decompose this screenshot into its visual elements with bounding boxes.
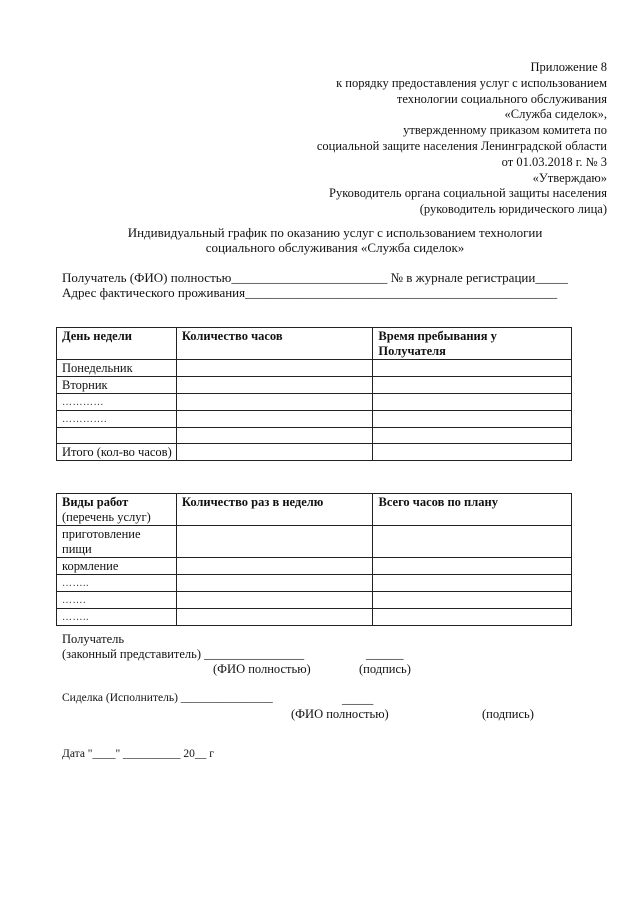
caregiver-label: Сиделка (Исполнитель) ________________	[62, 692, 273, 704]
title-line-1: Индивидуальный график по оказанию услуг с использованием технологии	[127, 225, 543, 240]
table-cell[interactable]	[176, 377, 373, 394]
header-line: Приложение 8	[530, 60, 607, 74]
table-cell[interactable]	[373, 609, 572, 626]
table-cell[interactable]	[176, 428, 373, 444]
table-cell[interactable]	[176, 526, 373, 558]
legal-rep-label: (законный представитель) ________________	[62, 647, 305, 661]
column-header	[57, 494, 177, 526]
document-title	[0, 225, 640, 255]
table-row	[57, 575, 572, 592]
header-block	[317, 60, 607, 218]
caregiver-fio-caption: (ФИО полностью)	[291, 707, 389, 721]
table-cell[interactable]	[373, 575, 572, 592]
table-row	[57, 411, 572, 428]
table-cell[interactable]	[176, 444, 373, 461]
table-cell[interactable]	[176, 558, 373, 575]
table-header-row	[57, 328, 572, 360]
table-cell[interactable]	[176, 592, 373, 609]
table-cell[interactable]	[176, 394, 373, 411]
recipient-sign-caption: (подпись)	[359, 662, 411, 676]
title-line-2: социального обслуживания «Служба сиделок»	[205, 240, 465, 255]
table-row	[57, 558, 572, 575]
column-header: Количество раз в неделю	[176, 494, 373, 526]
table-cell	[57, 428, 177, 444]
table-cell[interactable]	[176, 609, 373, 626]
table-cell: приготовление пищи	[57, 526, 177, 558]
table-cell: кормление	[57, 558, 177, 575]
recipient-sign-blank[interactable]: ______	[366, 647, 404, 661]
table-row	[57, 592, 572, 609]
table-cell: Вторник	[57, 377, 177, 394]
column-header: День недели	[57, 328, 177, 360]
table-cell[interactable]	[373, 394, 572, 411]
header-line: технологии социального обслуживания	[396, 91, 607, 106]
table-cell[interactable]	[373, 444, 572, 461]
header-line: (руководитель юридического лица)	[419, 202, 607, 217]
table-cell: ……..	[57, 609, 177, 626]
date-line: Дата "____" __________ 20__ г	[62, 748, 215, 760]
table-cell[interactable]	[373, 411, 572, 428]
header-line: «Утверждаю»	[532, 170, 607, 185]
header-line: Руководитель органа социальной защиты населения	[329, 186, 607, 201]
table-cell: …………	[57, 394, 177, 411]
table-cell: ………….	[57, 411, 177, 428]
table-cell[interactable]	[176, 575, 373, 592]
table-cell[interactable]	[176, 411, 373, 428]
table-cell: …….	[57, 592, 177, 609]
table-cell[interactable]	[373, 360, 572, 377]
schedule-table	[56, 327, 572, 461]
table-cell: ……..	[57, 575, 177, 592]
header-line: утвержденному приказом комитета по	[403, 123, 607, 138]
column-header-title: Виды работ	[62, 495, 129, 509]
caregiver-sign-caption: (подпись)	[482, 707, 534, 721]
table-cell[interactable]	[373, 526, 572, 558]
table-row	[57, 609, 572, 626]
table-cell[interactable]	[373, 558, 572, 575]
column-header: Время пребывания у Получателя	[373, 328, 572, 360]
table-cell[interactable]	[373, 428, 572, 444]
services-table	[56, 493, 572, 626]
recipient-line: Получатель (ФИО) полностью________________________ № в журнале регистрации_____	[62, 270, 568, 285]
table-header-row	[57, 494, 572, 526]
table-row	[57, 377, 572, 394]
table-cell: Понедельник	[57, 360, 177, 377]
header-line: социальной защите населения Ленинградской области	[316, 138, 607, 153]
column-header: Количество часов	[176, 328, 373, 360]
table-cell[interactable]	[373, 592, 572, 609]
header-line: от 01.03.2018 г. № 3	[501, 154, 607, 169]
table-cell: Итого (кол-во часов)	[57, 444, 177, 461]
column-header: Всего часов по плану	[373, 494, 572, 526]
caregiver-sign-blank[interactable]: _____	[342, 692, 374, 706]
recipient-label: Получатель	[62, 632, 125, 646]
address-line: Адрес фактического проживания________________________________________________	[62, 285, 558, 300]
table-row	[57, 394, 572, 411]
column-header-subtitle: (перечень услуг)	[62, 510, 151, 524]
header-line: «Служба сиделок»,	[504, 107, 607, 122]
table-cell[interactable]	[373, 377, 572, 394]
header-line: к порядку предоставления услуг с использованием	[336, 75, 607, 90]
table-cell[interactable]	[176, 360, 373, 377]
recipient-fio-caption: (ФИО полностью)	[213, 662, 311, 676]
table-row	[57, 526, 572, 558]
table-row	[57, 360, 572, 377]
table-row	[57, 428, 572, 444]
table-row	[57, 444, 572, 461]
